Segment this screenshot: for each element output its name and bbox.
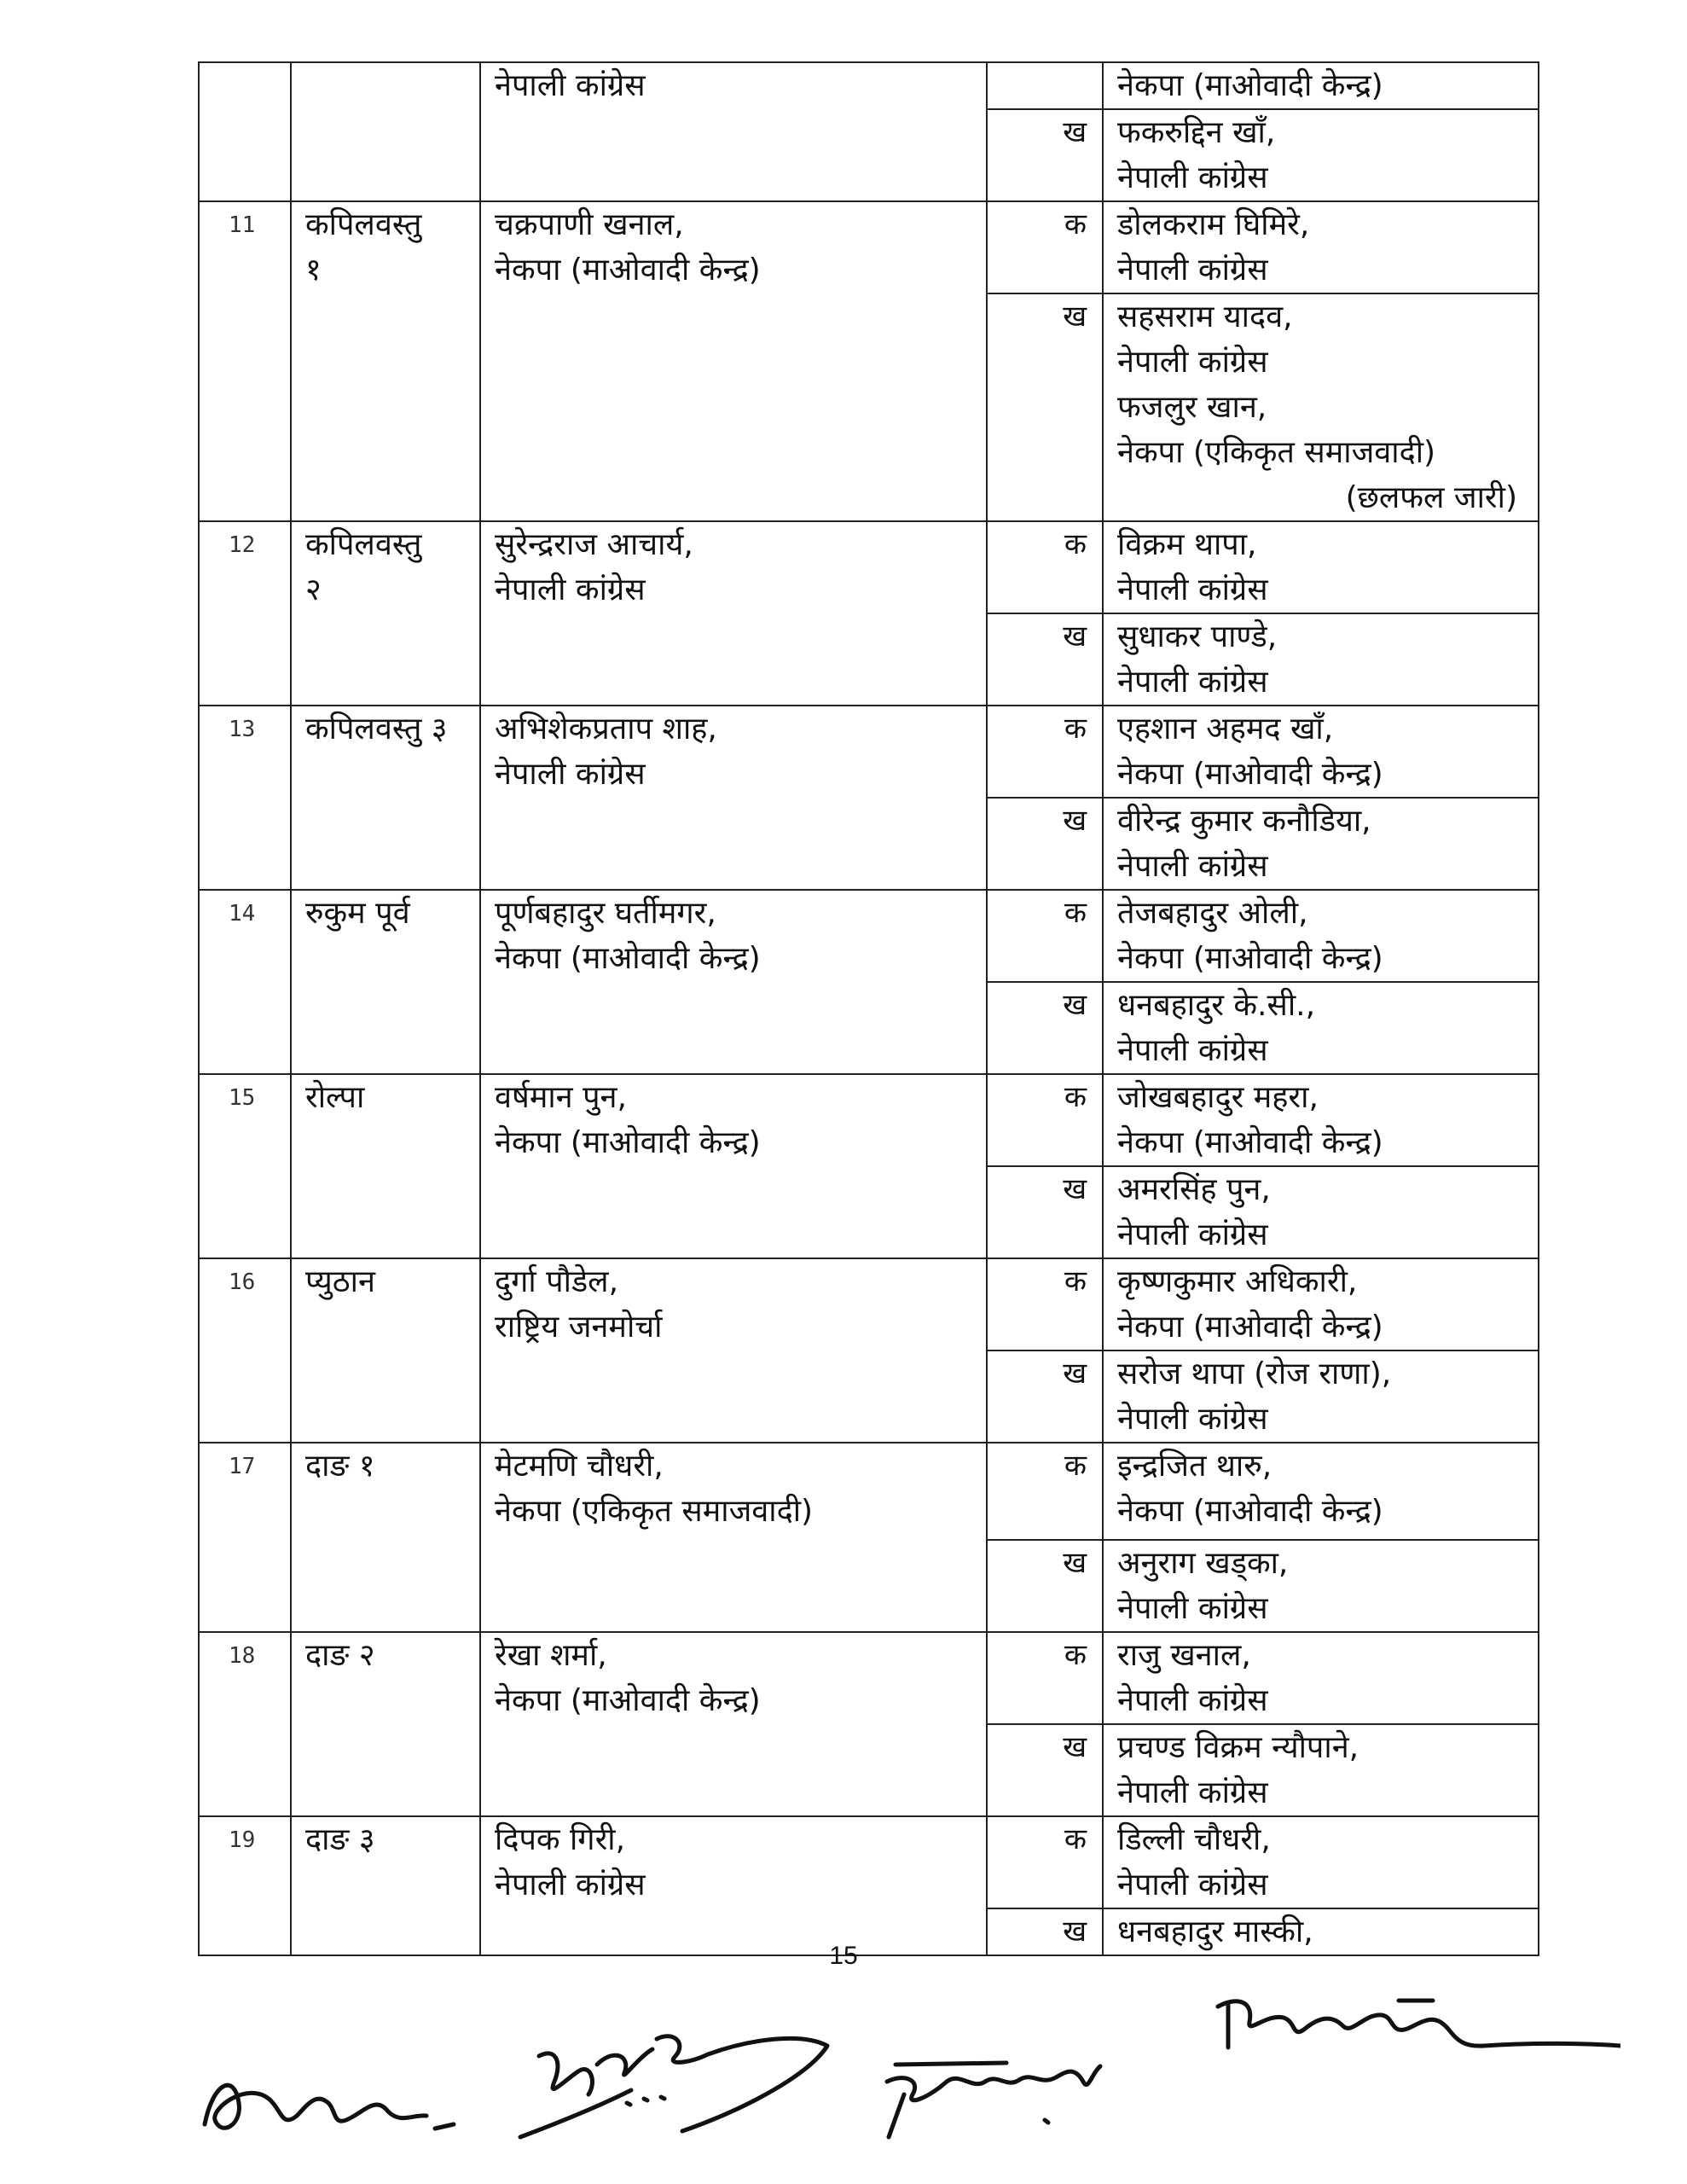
table-row [199, 62, 1539, 109]
table-row [199, 706, 1539, 798]
option-label-kha: ख [987, 1908, 1103, 1955]
option-label-ka: क [987, 201, 1103, 293]
table-row [199, 1443, 1539, 1540]
serial-number: 15 [199, 1074, 291, 1258]
table-row [199, 1258, 1539, 1350]
candidate-kha: फकरुद्दिन खाँ, नेपाली कांग्रेस [1103, 109, 1539, 201]
option-label-ka: क [987, 706, 1103, 798]
option-label-ka: क [987, 1258, 1103, 1350]
candidate-ka: जोखबहादुर महरा, नेकपा (माओवादी केन्द्र) [1103, 1074, 1539, 1166]
option-label-ka: क [987, 521, 1103, 613]
page-number: 15 [829, 1942, 858, 1970]
district-cell: रोल्पा [291, 1074, 480, 1258]
candidate-ka: डिल्ली चौधरी, नेपाली कांग्रेस [1103, 1816, 1539, 1908]
candidate-ka: एहशान अहमद खाँ, नेकपा (माओवादी केन्द्र) [1103, 706, 1539, 798]
district-cell: कपिलवस्तु २ [291, 521, 480, 706]
district-cell: दाङ १ [291, 1443, 480, 1632]
serial-number: 14 [199, 890, 291, 1074]
serial-number: 17 [199, 1443, 291, 1632]
serial-number: 18 [199, 1632, 291, 1816]
district-cell: कपिलवस्तु १ [291, 201, 480, 521]
serial-number: 16 [199, 1258, 291, 1443]
table-row [199, 521, 1539, 613]
candidate-ka: तेजबहादुर ओली, नेकपा (माओवादी केन्द्र) [1103, 890, 1539, 982]
candidate-kha: वीरेन्द्र कुमार कनौडिया, नेपाली कांग्रेस [1103, 798, 1539, 890]
option-label-ka: क [987, 1443, 1103, 1540]
signature-1 [205, 2085, 454, 2129]
candidate-ka: विक्रम थापा, नेपाली कांग्रेस [1103, 521, 1539, 613]
district-cell: दाङ २ [291, 1632, 480, 1816]
signature-4 [1218, 2001, 1620, 2048]
serial-number: 12 [199, 521, 291, 706]
candidate-ka: डोलकराम घिमिरे, नेपाली कांग्रेस [1103, 201, 1539, 293]
candidate-kha: अनुराग खड्का, नेपाली कांग्रेस [1103, 1540, 1539, 1632]
district-cell: दाङ ३ [291, 1816, 480, 1955]
table-row [199, 1816, 1539, 1908]
candidate-ka: इन्द्रजित थारु, नेकपा (माओवादी केन्द्र) [1103, 1443, 1539, 1540]
candidate-ka: नेकपा (माओवादी केन्द्र) [1103, 62, 1539, 109]
candidate-kha: धनबहादुर मास्की, [1103, 1908, 1539, 1955]
winner-cell: नेपाली कांग्रेस [480, 62, 987, 201]
option-label-ka: क [987, 1816, 1103, 1908]
winner-cell: अभिशेकप्रताप शाह, नेपाली कांग्रेस [480, 706, 987, 890]
district-cell: कपिलवस्तु ३ [291, 706, 480, 890]
candidates-table [198, 61, 1539, 1956]
option-label-kha: ख [987, 613, 1103, 706]
winner-cell: चक्रपाणी खनाल, नेकपा (माओवादी केन्द्र) [480, 201, 987, 521]
candidate-ka: राजु खनाल, नेपाली कांग्रेस [1103, 1632, 1539, 1724]
signatures [154, 1954, 1620, 2175]
option-label-kha: ख [987, 293, 1103, 521]
winner-cell: दिपक गिरी, नेपाली कांग्रेस [480, 1816, 987, 1955]
table-row [199, 1632, 1539, 1724]
option-label-ka: क [987, 1074, 1103, 1166]
option-label-kha: ख [987, 1540, 1103, 1632]
table-row [199, 201, 1539, 293]
winner-cell: वर्षमान पुन, नेकपा (माओवादी केन्द्र) [480, 1074, 987, 1258]
candidate-kha: धनबहादुर के.सी., नेपाली कांग्रेस [1103, 982, 1539, 1074]
serial-number: 11 [199, 201, 291, 521]
table-row [199, 1074, 1539, 1166]
winner-cell: रेखा शर्मा, नेकपा (माओवादी केन्द्र) [480, 1632, 987, 1816]
option-label-kha: ख [987, 1350, 1103, 1443]
candidate-kha: सहसराम यादव, नेपाली कांग्रेस फजलुर खान, नेकपा (एकिकृत समाजवादी) (छलफल जारी) [1103, 293, 1539, 521]
signature-3 [887, 2063, 1100, 2137]
discussion-note: (छलफल जारी) [1345, 480, 1517, 515]
winner-cell: दुर्गा पौडेल, राष्ट्रिय जनमोर्चा [480, 1258, 987, 1443]
serial-number: 19 [199, 1816, 291, 1955]
candidate-ka: कृष्णकुमार अधिकारी, नेकपा (माओवादी केन्द्र) [1103, 1258, 1539, 1350]
option-label-ka: क [987, 890, 1103, 982]
option-label-kha: ख [987, 1166, 1103, 1258]
option-label-kha: ख [987, 798, 1103, 890]
serial-number [199, 62, 291, 201]
winner-cell: पूर्णबहादुर घर्तीमगर, नेकपा (माओवादी केन्द्र) [480, 890, 987, 1074]
winner-cell: सुरेन्द्रराज आचार्य, नेपाली कांग्रेस [480, 521, 987, 706]
candidate-kha: अमरसिंह पुन, नेपाली कांग्रेस [1103, 1166, 1539, 1258]
table-row [199, 890, 1539, 982]
option-label-kha: ख [987, 109, 1103, 201]
winner-cell: मेटमणि चौधरी, नेकपा (एकिकृत समाजवादी) [480, 1443, 987, 1632]
option-label-kha: ख [987, 1724, 1103, 1816]
option-label-ka: क [987, 1632, 1103, 1724]
district-cell [291, 62, 480, 201]
candidate-kha: सुधाकर पाण्डे, नेपाली कांग्रेस [1103, 613, 1539, 706]
candidate-kha: सरोज थापा (रोज राणा), नेपाली कांग्रेस [1103, 1350, 1539, 1443]
option-label-ka [987, 62, 1103, 109]
option-label-kha: ख [987, 982, 1103, 1074]
serial-number: 13 [199, 706, 291, 890]
district-cell: प्युठान [291, 1258, 480, 1443]
district-cell: रुकुम पूर्व [291, 890, 480, 1074]
signature-2 [520, 2036, 827, 2137]
candidate-kha: प्रचण्ड विक्रम न्यौपाने, नेपाली कांग्रेस [1103, 1724, 1539, 1816]
